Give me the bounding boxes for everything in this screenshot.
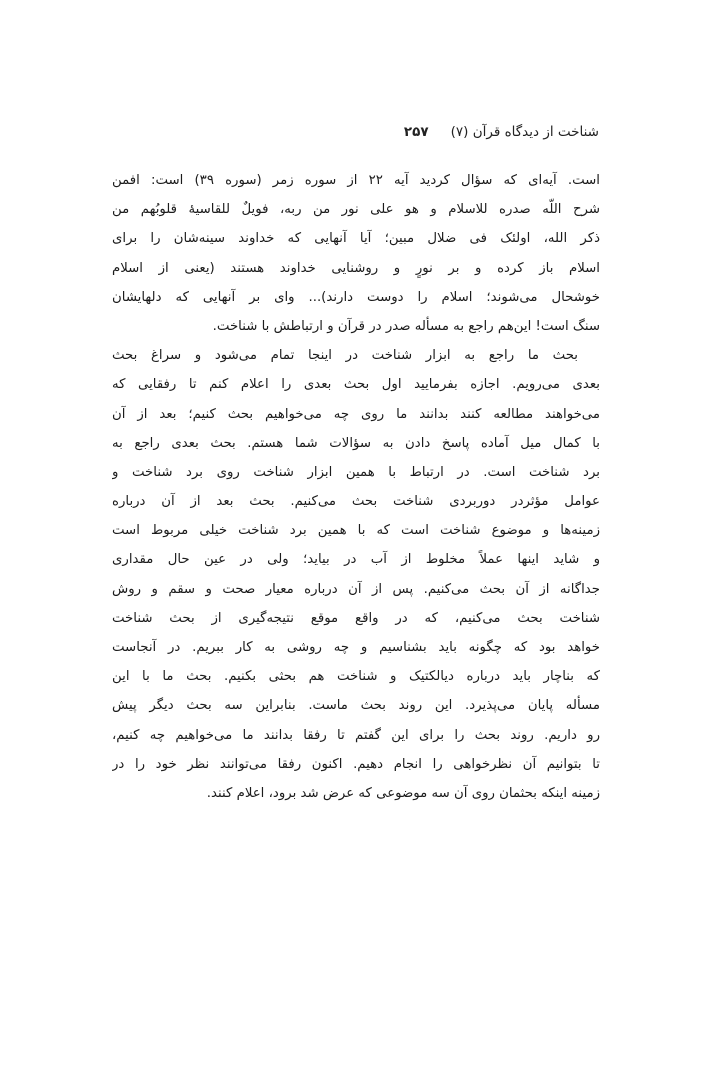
text-line: ذکر الله، اولئک فی ضلال مبین؛ آیا آنهایی که خداوند سینه‌شان را برای bbox=[112, 231, 600, 247]
text-line: تا بتوانیم آن نظرخواهی را انجام دهیم. اکنون رفقا می‌توانند نظر خود را در bbox=[112, 756, 600, 772]
text-line: بعدی می‌رویم. اجازه بفرمایید اول بحث بعدی را اعلام کنم تا رفقایی که bbox=[112, 377, 600, 393]
text-line: بحث ما راجع به ابزار شناخت در اینجا تمام می‌شود و سراغ بحث bbox=[112, 348, 578, 364]
text-line: رو داریم. روند بحث را برای این گفتم تا رفقا بدانند ما می‌خواهیم چه کنیم، bbox=[112, 727, 600, 743]
text-line: با کمال میل آماده پاسخ دادن به سؤالات شما هستم. بحث بعدی راجع به bbox=[112, 435, 600, 451]
body-text bbox=[112, 166, 600, 808]
paragraph-2 bbox=[112, 341, 600, 808]
text-line: مسأله پایان می‌پذیرد. این روند بحث ماست. بنابراین سه بحث دیگر پیش bbox=[112, 698, 600, 714]
text-line: که بناچار باید درباره دیالکتیک و شناخت هم بحثی بکنیم. بحث ما با این bbox=[112, 669, 600, 685]
text-line: شناخت بحث می‌کنیم، که در واقع موقع نتیجه‌گیری از بحث شناخت bbox=[112, 610, 600, 626]
text-line: جداگانه از آن بحث می‌کنیم. پس از آن درباره معیار صحت و سقم و روش bbox=[112, 581, 600, 597]
text-line: زمینه اینکه بحثمان روی آن سه موضوعی که عرض شد برود، اعلام کنند. bbox=[206, 785, 600, 801]
text-line: است. آیه‌ای که سؤال کردید آیه ۲۲ از سوره زمر (سوره ۳۹) است: افمن bbox=[112, 173, 600, 188]
paragraph-1 bbox=[112, 166, 600, 341]
text-line: سنگ است! این‌هم راجع به مسأله صدر در قرآن و ارتباطش با شناخت. bbox=[212, 318, 600, 334]
page-number: ۲۵۷ bbox=[403, 124, 429, 140]
text-line: می‌خواهند مطالعه کنند بدانند ما روی چه می‌خواهیم بحث کنیم؛ بعد از آن bbox=[112, 406, 600, 422]
text-line: عوامل مؤثردر دوربردی شناخت بحث می‌کنیم. بحث بعد از آن درباره bbox=[112, 494, 600, 510]
text-line: و شاید اینها عملاً مخلوط از آب در بیاید؛ ولی در عین حال مقداری bbox=[112, 552, 600, 568]
text-line: خواهد بود که چگونه باید بشناسیم و چه روشی به کار ببریم. در آنجاست bbox=[112, 640, 600, 655]
text-line: اسلام باز کرده و بر نورٍ و روشنایی خداوند هستند (یعنی از اسلام bbox=[112, 260, 600, 276]
text-line: خوشحال می‌شوند؛ اسلام را دوست دارند)... وای بر آنهایی که دلهایشان bbox=[112, 289, 600, 305]
text-line: شرح اللّه صدره للاسلام و هو علی نور من ربه، فویلٌ للقاسیهٔ قلوبُهم من bbox=[112, 202, 600, 218]
text-line: برد شناخت است. در ارتباط با همین ابزار شناخت روی برد شناخت و bbox=[112, 464, 600, 480]
chapter-title: شناخت از دیدگاه قرآن (۷) bbox=[450, 124, 599, 140]
text-line: زمینه‌ها و موضوع شناخت است که با همین برد شناخت خیلی مربوط است bbox=[112, 523, 600, 539]
running-header bbox=[115, 120, 599, 144]
